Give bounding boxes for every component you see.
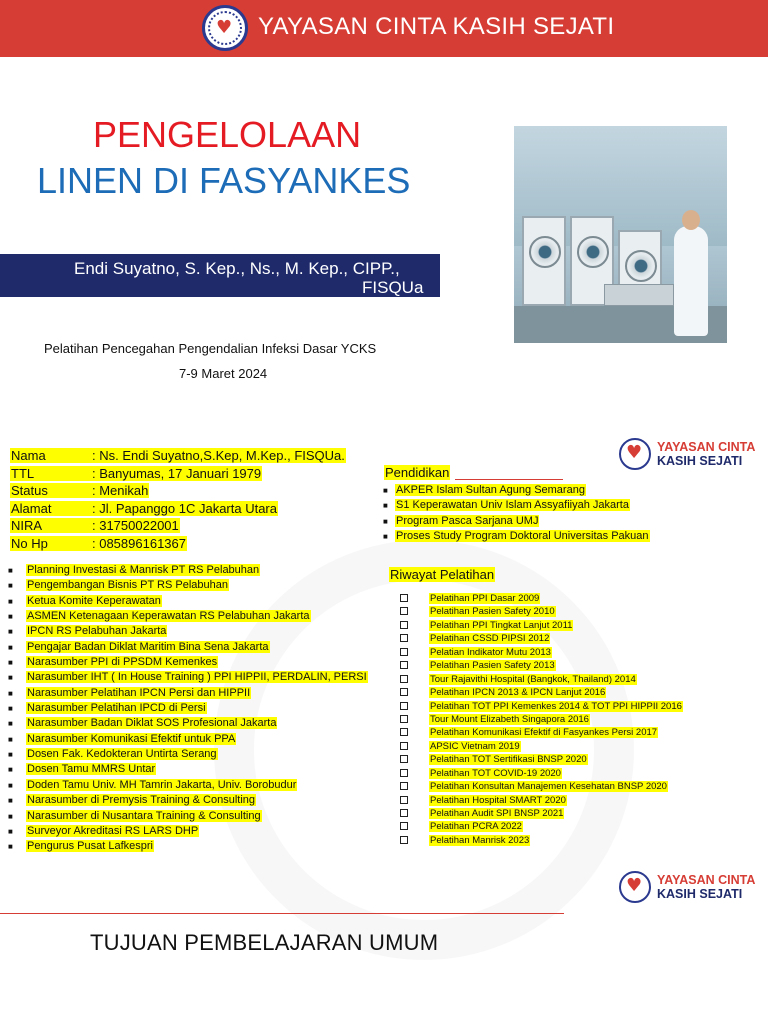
bullet-icon: ■ (8, 642, 13, 652)
profile-row (10, 483, 149, 501)
bullet-icon: ■ (8, 596, 13, 606)
list-item: APSIC Vietnam 2019 (400, 741, 683, 754)
profile-info (10, 448, 345, 553)
checkbox-icon (400, 741, 429, 753)
bullet-icon: ■ (8, 673, 13, 683)
bullet-icon: ■ (8, 719, 13, 729)
bullet-icon: ■ (8, 826, 13, 836)
list-item: Pelatihan Komunikasi Efektif di Fasyankes Persi 2017 (400, 727, 683, 740)
bullet-icon: ■ (383, 486, 388, 495)
list-item: Pelatian Indikator Mutu 2013 (400, 647, 683, 660)
list-item: ■ Narasumber Badan Diklat SOS Profesional Jakarta (8, 717, 277, 730)
list-item: Pelatihan Manrisk 2023 (400, 835, 683, 848)
profile-label: No Hp (10, 536, 91, 551)
profile-row (10, 465, 262, 484)
list-item: Pelatihan Konsultan Manajemen Kesehatan BNSP 2020 (400, 781, 683, 794)
bullet-icon: ■ (8, 780, 13, 790)
list-item: ■ Planning Investasi & Manrisk PT RS Pelabuhan (8, 564, 260, 576)
checkbox-icon (400, 754, 429, 766)
history-heading: Riwayat Pelatihan (390, 567, 495, 582)
list-item: Pelatihan IPCN 2013 & IPCN Lanjut 2016 (400, 687, 683, 700)
list-item: Pelatihan Audit SPI BNSP 2021 (400, 808, 683, 821)
header-bar (0, 0, 768, 57)
education-heading: Pendidikan (385, 465, 450, 480)
checkbox-icon (400, 795, 429, 807)
bullet-icon: ■ (8, 704, 13, 714)
checkbox-icon (400, 687, 429, 699)
profile-row (10, 500, 277, 519)
list-item: ■ Dosen Fak. Kedokteran Untirta Serang (8, 748, 217, 761)
checkbox-icon (400, 701, 429, 713)
bullet-icon: ■ (8, 627, 13, 637)
checkbox-icon (400, 660, 429, 672)
checkbox-icon (400, 808, 429, 820)
bullet-icon: ■ (8, 765, 13, 775)
bullet-icon: ■ (8, 734, 13, 744)
bullet-icon: ■ (8, 750, 13, 760)
list-item: Pelatihan Pasien Safety 2013 (400, 660, 683, 673)
list-item: Tour Mount Elizabeth Singapora 2016 (400, 714, 683, 727)
profile-value: : Jl. Papanggo 1C Jakarta Utara (92, 500, 277, 516)
profile-label: TTL (10, 466, 91, 481)
bullet-icon: ■ (8, 842, 13, 852)
checkbox-icon (400, 835, 429, 847)
org-name: YAYASAN CINTA KASIH SEJATI (258, 13, 615, 40)
list-item: ■ Narasumber IHT ( In House Training ) PPI HIPPII, PERDALIN, PERSI (8, 671, 367, 684)
list-item: ■ Program Pasca Sarjana UMJ (383, 514, 539, 527)
checkbox-icon (400, 647, 429, 659)
checkbox-icon (400, 714, 429, 726)
author-name: Endi Suyatno, S. Kep., Ns., M. Kep., CIPP., (74, 259, 400, 278)
heart-icon: ♥ (216, 17, 233, 38)
profile-label: NIRA (10, 518, 91, 533)
profile-label: Nama (10, 448, 91, 463)
list-item: ■ AKPER Islam Sultan Agung Semarang (383, 484, 585, 496)
list-item: Tour Rajavithi Hospital (Bangkok, Thailand) 2014 (400, 674, 683, 687)
list-item: Pelatihan TOT PPI Kemenkes 2014 & TOT PPI HIPPII 2016 (400, 701, 683, 714)
checkbox-icon (400, 821, 429, 833)
bullet-icon: ■ (8, 658, 13, 668)
training-title: Pelatihan Pencegahan Pengendalian Infeksi Dasar YCKS (44, 341, 377, 356)
profile-label: Alamat (10, 501, 91, 516)
list-item: Pelatihan CSSD PIPSI 2012 (400, 633, 683, 646)
checkbox-icon (400, 674, 429, 686)
checkbox-icon (400, 633, 429, 645)
checkbox-icon (400, 781, 429, 793)
heart-icon: ♥ (626, 442, 643, 463)
bullet-icon: ■ (8, 566, 13, 575)
list-item: ■ Pengembangan Bisnis PT RS Pelabuhan (8, 579, 228, 592)
list-item: ■ Narasumber PPI di PPSDM Kemenkes (8, 656, 218, 669)
training-date: 7-9 Maret 2024 (179, 366, 268, 381)
list-item: ■ Narasumber Pelatihan IPCD di Persi (8, 702, 206, 715)
bullet-icon: ■ (8, 688, 13, 698)
profile-value: : Banyumas, 17 Januari 1979 (92, 465, 262, 481)
list-item: ■ Pengurus Pusat Lafkespri (8, 840, 153, 853)
profile-value: : Menikah (92, 483, 149, 498)
checkbox-icon (400, 727, 429, 739)
list-item: Pelatihan TOT Sertifikasi BNSP 2020 (400, 754, 683, 767)
list-item: Pelatihan PPI Tingkat Lanjut 2011 (400, 620, 683, 633)
title-line-1: PENGELOLAAN (93, 114, 362, 155)
list-item: ■ Doden Tamu Univ. MH Tamrin Jakarta, Univ. Borobudur (8, 778, 297, 791)
bullet-icon: ■ (8, 811, 13, 821)
profile-row (10, 448, 345, 466)
list-item: ■ ASMEN Ketenagaan Keperawatan RS Pelabuhan Jakarta (8, 610, 310, 623)
bullet-icon: ■ (8, 796, 13, 806)
list-item: ■ Narasumber Pelatihan IPCN Persi dan HIPPII (8, 686, 251, 699)
list-item: Pelatihan TOT COVID-19 2020 (400, 768, 683, 781)
checkbox-icon (400, 606, 429, 618)
org-logo (202, 5, 248, 51)
bullet-icon: ■ (383, 501, 388, 511)
checkbox-icon (400, 768, 429, 780)
list-item: ■ Narasumber di Nusantara Training & Consulting (8, 809, 261, 822)
list-item: ■ Surveyor Akreditasi RS LARS DHP (8, 824, 199, 837)
bullet-icon: ■ (8, 612, 13, 622)
profile-value: : 085896161367 (92, 535, 186, 551)
list-item: ■ Dosen Tamu MMRS Untar (8, 763, 156, 776)
bullet-icon: ■ (383, 532, 388, 542)
profile-label: Status (10, 483, 91, 498)
list-item: ■ Ketua Komite Keperawatan (8, 594, 161, 607)
bullet-icon: ■ (8, 581, 13, 591)
author-credential: FISQUa (362, 278, 424, 297)
profile-value: : Ns. Endi Suyatno,S.Kep, M.Kep., FISQUa. (92, 448, 345, 463)
list-item: Pelatihan Pasien Safety 2010 (400, 606, 683, 619)
list-item: Pelatihan PPI Dasar 2009 (400, 593, 683, 606)
divider (0, 913, 564, 914)
title-line-2: LINEN DI FASYANKES (37, 160, 411, 201)
section-heading: TUJUAN PEMBELAJARAN UMUM (90, 930, 439, 955)
list-item: Pelatihan Hospital SMART 2020 (400, 795, 683, 808)
history-list (400, 593, 683, 848)
checkbox-icon (400, 620, 429, 632)
profile-row (10, 535, 186, 554)
list-item: Pelatihan PCRA 2022 (400, 821, 683, 834)
roles-list (8, 564, 368, 856)
list-item: ■ S1 Keperawatan Univ Islam Assyafiiyah Jakarta (383, 499, 629, 512)
bullet-icon: ■ (383, 516, 388, 526)
list-item: ■ Narasumber di Premysis Training & Consulting (8, 794, 256, 807)
list-item: ■ Proses Study Program Doktoral Universitas Pakuan (383, 530, 649, 543)
education-list (383, 484, 650, 546)
list-item: ■ Pengajar Badan Diklat Maritim Bina Sena Jakarta (8, 640, 269, 653)
divider (455, 479, 563, 480)
profile-value: : 31750022001 (92, 518, 179, 533)
list-item: ■ Narasumber Komunikasi Efektif untuk PPA (8, 732, 236, 745)
list-item: ■ IPCN RS Pelabuhan Jakarta (8, 625, 167, 638)
profile-row (10, 518, 179, 536)
checkbox-icon (400, 593, 429, 605)
heart-icon: ♥ (626, 875, 643, 896)
laundry-photo (514, 126, 727, 343)
